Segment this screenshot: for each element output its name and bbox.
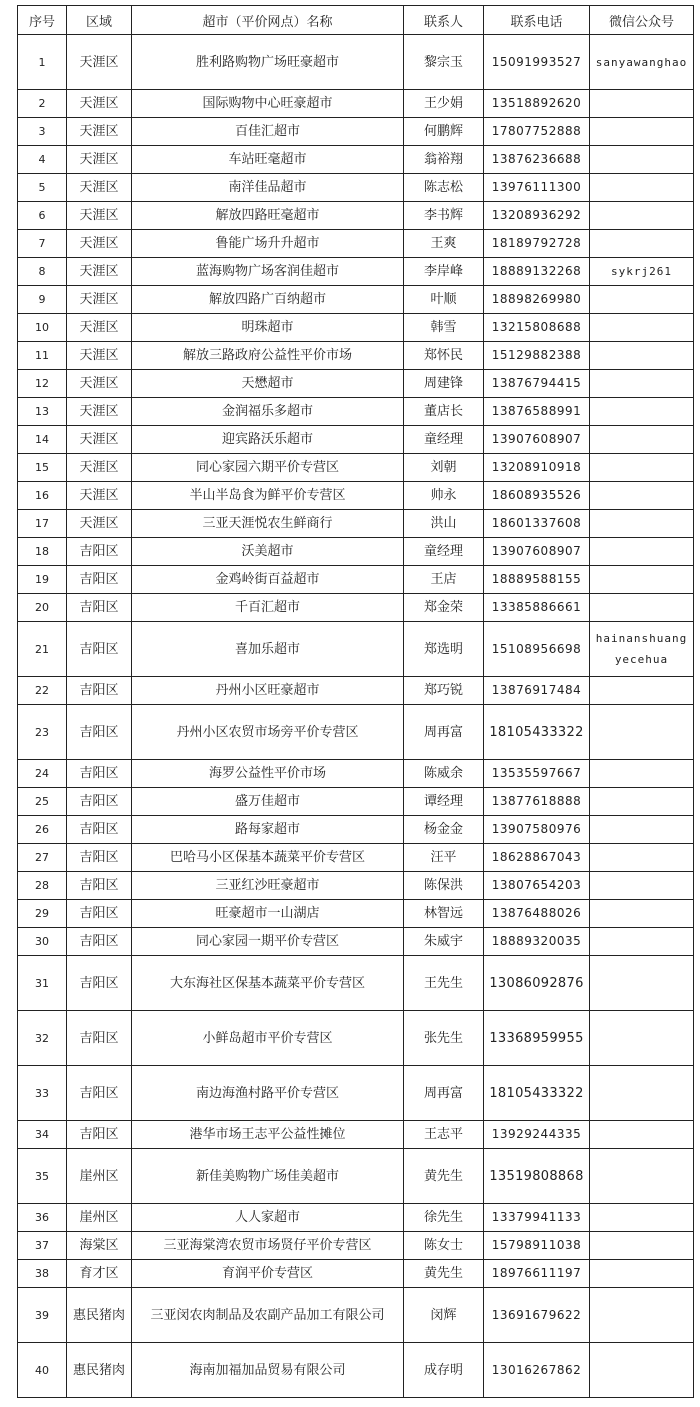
phone-cell: 17807752888 — [484, 118, 590, 146]
wechat-account-cell — [590, 788, 694, 816]
wechat-account-cell — [590, 426, 694, 454]
table-row — [18, 705, 694, 760]
contact-person-cell: 童经理 — [404, 426, 484, 454]
table-row — [18, 1204, 694, 1232]
region-cell: 吉阳区 — [67, 928, 132, 956]
store-name-cell: 育润平价专营区 — [132, 1260, 404, 1288]
phone-cell: 13215808688 — [484, 314, 590, 342]
row-number: 16 — [18, 482, 67, 510]
phone-cell: 18105433322 — [484, 705, 590, 760]
row-number: 7 — [18, 230, 67, 258]
phone-cell: 13368959955 — [484, 1011, 590, 1066]
table-row — [18, 760, 694, 788]
region-cell: 吉阳区 — [67, 816, 132, 844]
contact-person-cell: 李书辉 — [404, 202, 484, 230]
row-number: 10 — [18, 314, 67, 342]
store-name-cell: 小鲜岛超市平价专营区 — [132, 1011, 404, 1066]
wechat-account-cell — [590, 118, 694, 146]
phone-cell: 13208910918 — [484, 454, 590, 482]
row-number: 26 — [18, 816, 67, 844]
region-cell: 吉阳区 — [67, 1121, 132, 1149]
store-name-cell: 沃美超市 — [132, 538, 404, 566]
contact-person-cell: 张先生 — [404, 1011, 484, 1066]
wechat-account-cell — [590, 1204, 694, 1232]
region-cell: 天涯区 — [67, 314, 132, 342]
phone-cell: 13876588991 — [484, 398, 590, 426]
region-cell: 崖州区 — [67, 1204, 132, 1232]
table-row — [18, 872, 694, 900]
store-name-cell: 大东海社区保基本蔬菜平价专营区 — [132, 956, 404, 1011]
contact-person-cell: 陈威余 — [404, 760, 484, 788]
row-number: 21 — [18, 622, 67, 677]
region-cell: 育才区 — [67, 1260, 132, 1288]
row-number: 34 — [18, 1121, 67, 1149]
header-cell: 联系电话 — [484, 6, 590, 35]
wechat-account-cell — [590, 482, 694, 510]
phone-cell: 18889132268 — [484, 258, 590, 286]
wechat-account-cell — [590, 230, 694, 258]
table-row — [18, 258, 694, 286]
table-row — [18, 816, 694, 844]
store-name-cell: 千百汇超市 — [132, 594, 404, 622]
row-number: 20 — [18, 594, 67, 622]
store-name-cell: 天懋超市 — [132, 370, 404, 398]
contact-person-cell: 翁裕翔 — [404, 146, 484, 174]
row-number: 4 — [18, 146, 67, 174]
wechat-account-cell — [590, 872, 694, 900]
table-row — [18, 1066, 694, 1121]
store-name-cell: 明珠超市 — [132, 314, 404, 342]
region-cell: 天涯区 — [67, 230, 132, 258]
region-cell: 吉阳区 — [67, 1066, 132, 1121]
phone-cell: 13086092876 — [484, 956, 590, 1011]
row-number: 17 — [18, 510, 67, 538]
phone-cell: 15129882388 — [484, 342, 590, 370]
store-name-cell: 三亚海棠湾农贸市场贤仔平价专营区 — [132, 1232, 404, 1260]
store-name-cell: 港华市场王志平公益性摊位 — [132, 1121, 404, 1149]
table-row — [18, 398, 694, 426]
contact-person-cell: 王爽 — [404, 230, 484, 258]
store-name-cell: 胜利路购物广场旺豪超市 — [132, 35, 404, 90]
wechat-account-cell — [590, 174, 694, 202]
region-cell: 天涯区 — [67, 35, 132, 90]
table-row — [18, 370, 694, 398]
contact-person-cell: 童经理 — [404, 538, 484, 566]
header-cell: 区域 — [67, 6, 132, 35]
row-number: 30 — [18, 928, 67, 956]
contact-person-cell: 陈保洪 — [404, 872, 484, 900]
row-number: 12 — [18, 370, 67, 398]
region-cell: 吉阳区 — [67, 705, 132, 760]
table-row — [18, 1149, 694, 1204]
wechat-account-cell — [590, 1288, 694, 1343]
store-name-cell: 海罗公益性平价市场 — [132, 760, 404, 788]
table-row — [18, 594, 694, 622]
row-number: 32 — [18, 1011, 67, 1066]
wechat-account-cell — [590, 928, 694, 956]
table-row — [18, 900, 694, 928]
region-cell: 吉阳区 — [67, 760, 132, 788]
table-row — [18, 230, 694, 258]
phone-cell: 13876794415 — [484, 370, 590, 398]
row-number: 37 — [18, 1232, 67, 1260]
phone-cell: 13518892620 — [484, 90, 590, 118]
wechat-account-cell — [590, 286, 694, 314]
phone-cell: 13691679622 — [484, 1288, 590, 1343]
phone-cell: 15108956698 — [484, 622, 590, 677]
table-body — [18, 35, 694, 1398]
phone-cell: 18601337608 — [484, 510, 590, 538]
wechat-account-cell — [590, 342, 694, 370]
phone-cell: 18889320035 — [484, 928, 590, 956]
wechat-account-cell — [590, 594, 694, 622]
contact-person-cell: 帅永 — [404, 482, 484, 510]
region-cell: 天涯区 — [67, 426, 132, 454]
table-row — [18, 510, 694, 538]
contact-person-cell: 王志平 — [404, 1121, 484, 1149]
store-name-cell: 鲁能广场升升超市 — [132, 230, 404, 258]
wechat-account-cell — [590, 566, 694, 594]
row-number: 33 — [18, 1066, 67, 1121]
phone-cell: 13976111300 — [484, 174, 590, 202]
phone-cell: 13876488026 — [484, 900, 590, 928]
row-number: 1 — [18, 35, 67, 90]
contact-person-cell: 黄先生 — [404, 1149, 484, 1204]
wechat-account-cell — [590, 454, 694, 482]
region-cell: 吉阳区 — [67, 788, 132, 816]
store-name-cell: 车站旺毫超市 — [132, 146, 404, 174]
wechat-account-cell — [590, 1066, 694, 1121]
row-number: 27 — [18, 844, 67, 872]
contact-person-cell: 洪山 — [404, 510, 484, 538]
table-row — [18, 844, 694, 872]
table-row — [18, 677, 694, 705]
row-number: 13 — [18, 398, 67, 426]
region-cell: 天涯区 — [67, 286, 132, 314]
row-number: 31 — [18, 956, 67, 1011]
region-cell: 吉阳区 — [67, 1011, 132, 1066]
wechat-account-cell: hainanshuangyecehua — [590, 622, 694, 677]
table-row — [18, 1288, 694, 1343]
phone-cell: 15798911038 — [484, 1232, 590, 1260]
wechat-account-cell — [590, 705, 694, 760]
wechat-account-cell — [590, 538, 694, 566]
region-cell: 天涯区 — [67, 398, 132, 426]
region-cell: 惠民猪肉 — [67, 1288, 132, 1343]
phone-cell: 13929244335 — [484, 1121, 590, 1149]
table-row — [18, 1343, 694, 1398]
table-row — [18, 314, 694, 342]
phone-cell: 13208936292 — [484, 202, 590, 230]
contact-person-cell: 谭经理 — [404, 788, 484, 816]
wechat-account-cell: sykrj261 — [590, 258, 694, 286]
wechat-account-cell — [590, 398, 694, 426]
region-cell: 天涯区 — [67, 258, 132, 286]
store-name-cell: 金润福乐多超市 — [132, 398, 404, 426]
store-name-cell: 解放四路广百纳超市 — [132, 286, 404, 314]
phone-cell: 13907608907 — [484, 538, 590, 566]
contact-person-cell: 王先生 — [404, 956, 484, 1011]
phone-cell: 13807654203 — [484, 872, 590, 900]
contact-person-cell: 王店 — [404, 566, 484, 594]
wechat-account-cell: sanyawanghao — [590, 35, 694, 90]
store-name-cell: 新佳美购物广场佳美超市 — [132, 1149, 404, 1204]
contact-person-cell: 李岸峰 — [404, 258, 484, 286]
wechat-account-cell — [590, 90, 694, 118]
store-name-cell: 巴哈马小区保基本蔬菜平价专营区 — [132, 844, 404, 872]
store-name-cell: 喜加乐超市 — [132, 622, 404, 677]
wechat-account-cell — [590, 816, 694, 844]
wechat-account-cell — [590, 1343, 694, 1398]
header-cell: 序号 — [18, 6, 67, 35]
contact-person-cell: 林智远 — [404, 900, 484, 928]
table-row — [18, 118, 694, 146]
store-name-cell: 蓝海购物广场客润佳超市 — [132, 258, 404, 286]
phone-cell: 15091993527 — [484, 35, 590, 90]
table-row — [18, 1232, 694, 1260]
contact-person-cell: 杨金金 — [404, 816, 484, 844]
wechat-account-cell — [590, 1011, 694, 1066]
store-name-cell: 百佳汇超市 — [132, 118, 404, 146]
region-cell: 天涯区 — [67, 202, 132, 230]
table-row — [18, 146, 694, 174]
store-name-cell: 盛万佳超市 — [132, 788, 404, 816]
header-cell: 联系人 — [404, 6, 484, 35]
row-number: 6 — [18, 202, 67, 230]
contact-person-cell: 陈志松 — [404, 174, 484, 202]
table-row — [18, 426, 694, 454]
wechat-account-cell — [590, 760, 694, 788]
header-cell: 超市（平价网点）名称 — [132, 6, 404, 35]
store-name-cell: 海南加福加品贸易有限公司 — [132, 1343, 404, 1398]
phone-cell: 13907608907 — [484, 426, 590, 454]
phone-cell: 13535597667 — [484, 760, 590, 788]
supermarket-table — [17, 5, 694, 1398]
row-number: 36 — [18, 1204, 67, 1232]
region-cell: 天涯区 — [67, 118, 132, 146]
region-cell: 吉阳区 — [67, 677, 132, 705]
row-number: 38 — [18, 1260, 67, 1288]
store-name-cell: 迎宾路沃乐超市 — [132, 426, 404, 454]
store-name-cell: 金鸡岭街百益超市 — [132, 566, 404, 594]
region-cell: 吉阳区 — [67, 566, 132, 594]
store-name-cell: 丹州小区农贸市场旁平价专营区 — [132, 705, 404, 760]
wechat-account-cell — [590, 202, 694, 230]
row-number: 22 — [18, 677, 67, 705]
row-number: 28 — [18, 872, 67, 900]
region-cell: 天涯区 — [67, 174, 132, 202]
region-cell: 天涯区 — [67, 510, 132, 538]
store-name-cell: 三亚天涯悦农生鲜商行 — [132, 510, 404, 538]
phone-cell: 13907580976 — [484, 816, 590, 844]
contact-person-cell: 郑金荣 — [404, 594, 484, 622]
row-number: 9 — [18, 286, 67, 314]
row-number: 5 — [18, 174, 67, 202]
table-row — [18, 90, 694, 118]
contact-person-cell: 郑巧锐 — [404, 677, 484, 705]
contact-person-cell: 闵辉 — [404, 1288, 484, 1343]
phone-cell: 13876236688 — [484, 146, 590, 174]
region-cell: 惠民猪肉 — [67, 1343, 132, 1398]
store-name-cell: 南边海渔村路平价专营区 — [132, 1066, 404, 1121]
row-number: 35 — [18, 1149, 67, 1204]
store-name-cell: 人人家超市 — [132, 1204, 404, 1232]
row-number: 19 — [18, 566, 67, 594]
contact-person-cell: 韩雪 — [404, 314, 484, 342]
region-cell: 天涯区 — [67, 342, 132, 370]
contact-person-cell: 叶顺 — [404, 286, 484, 314]
table-row — [18, 174, 694, 202]
row-number: 23 — [18, 705, 67, 760]
table-row — [18, 342, 694, 370]
phone-cell: 18976611197 — [484, 1260, 590, 1288]
contact-person-cell: 汪平 — [404, 844, 484, 872]
store-name-cell: 半山半岛食为鲜平价专营区 — [132, 482, 404, 510]
table-row — [18, 788, 694, 816]
contact-person-cell: 刘朝 — [404, 454, 484, 482]
region-cell: 天涯区 — [67, 454, 132, 482]
contact-person-cell: 周再富 — [404, 1066, 484, 1121]
contact-person-cell: 周建锋 — [404, 370, 484, 398]
wechat-account-cell — [590, 510, 694, 538]
row-number: 25 — [18, 788, 67, 816]
row-number: 3 — [18, 118, 67, 146]
region-cell: 吉阳区 — [67, 844, 132, 872]
phone-cell: 13876917484 — [484, 677, 590, 705]
region-cell: 吉阳区 — [67, 956, 132, 1011]
phone-cell: 18608935526 — [484, 482, 590, 510]
table-row — [18, 538, 694, 566]
table-row — [18, 35, 694, 90]
region-cell: 吉阳区 — [67, 538, 132, 566]
contact-person-cell: 郑怀民 — [404, 342, 484, 370]
region-cell: 吉阳区 — [67, 594, 132, 622]
store-name-cell: 国际购物中心旺豪超市 — [132, 90, 404, 118]
region-cell: 天涯区 — [67, 482, 132, 510]
wechat-account-cell — [590, 314, 694, 342]
region-cell: 崖州区 — [67, 1149, 132, 1204]
row-number: 11 — [18, 342, 67, 370]
row-number: 8 — [18, 258, 67, 286]
phone-cell: 18898269980 — [484, 286, 590, 314]
wechat-account-cell — [590, 956, 694, 1011]
phone-cell: 13385886661 — [484, 594, 590, 622]
table-header — [18, 6, 694, 35]
row-number: 40 — [18, 1343, 67, 1398]
phone-cell: 13519808868 — [484, 1149, 590, 1204]
phone-cell: 18189792728 — [484, 230, 590, 258]
row-number: 29 — [18, 900, 67, 928]
store-name-cell: 旺豪超市一山湖店 — [132, 900, 404, 928]
table-row — [18, 1121, 694, 1149]
table-row — [18, 202, 694, 230]
contact-person-cell: 何鹏辉 — [404, 118, 484, 146]
phone-cell: 13016267862 — [484, 1343, 590, 1398]
wechat-account-cell — [590, 1149, 694, 1204]
wechat-account-cell — [590, 900, 694, 928]
store-name-cell: 解放三路政府公益性平价市场 — [132, 342, 404, 370]
contact-person-cell: 郑选明 — [404, 622, 484, 677]
contact-person-cell: 周再富 — [404, 705, 484, 760]
contact-person-cell: 成存明 — [404, 1343, 484, 1398]
store-name-cell: 解放四路旺毫超市 — [132, 202, 404, 230]
wechat-account-cell — [590, 1260, 694, 1288]
table-row — [18, 482, 694, 510]
store-name-cell: 三亚闵农肉制品及农副产品加工有限公司 — [132, 1288, 404, 1343]
store-name-cell: 丹州小区旺豪超市 — [132, 677, 404, 705]
contact-person-cell: 徐先生 — [404, 1204, 484, 1232]
header-row — [18, 6, 694, 35]
row-number: 15 — [18, 454, 67, 482]
wechat-account-cell — [590, 1232, 694, 1260]
phone-cell: 13379941133 — [484, 1204, 590, 1232]
store-name-cell: 南洋佳品超市 — [132, 174, 404, 202]
contact-person-cell: 黄先生 — [404, 1260, 484, 1288]
store-name-cell: 路每家超市 — [132, 816, 404, 844]
region-cell: 吉阳区 — [67, 900, 132, 928]
table-row — [18, 622, 694, 677]
store-name-cell: 三亚红沙旺豪超市 — [132, 872, 404, 900]
row-number: 39 — [18, 1288, 67, 1343]
table-row — [18, 1011, 694, 1066]
phone-cell: 18889588155 — [484, 566, 590, 594]
header-cell: 微信公众号 — [590, 6, 694, 35]
phone-cell: 18105433322 — [484, 1066, 590, 1121]
region-cell: 天涯区 — [67, 370, 132, 398]
wechat-account-cell — [590, 1121, 694, 1149]
region-cell: 吉阳区 — [67, 872, 132, 900]
table-row — [18, 566, 694, 594]
phone-cell: 18628867043 — [484, 844, 590, 872]
row-number: 18 — [18, 538, 67, 566]
region-cell: 天涯区 — [67, 146, 132, 174]
table-row — [18, 956, 694, 1011]
store-name-cell: 同心家园六期平价专营区 — [132, 454, 404, 482]
table-row — [18, 928, 694, 956]
row-number: 24 — [18, 760, 67, 788]
phone-cell: 13877618888 — [484, 788, 590, 816]
contact-person-cell: 朱威宇 — [404, 928, 484, 956]
store-name-cell: 同心家园一期平价专营区 — [132, 928, 404, 956]
contact-person-cell: 黎宗玉 — [404, 35, 484, 90]
table-row — [18, 1260, 694, 1288]
region-cell: 天涯区 — [67, 90, 132, 118]
region-cell: 吉阳区 — [67, 622, 132, 677]
contact-person-cell: 董店长 — [404, 398, 484, 426]
wechat-account-cell — [590, 844, 694, 872]
contact-person-cell: 陈女士 — [404, 1232, 484, 1260]
contact-person-cell: 王少娟 — [404, 90, 484, 118]
table-row — [18, 286, 694, 314]
row-number: 14 — [18, 426, 67, 454]
wechat-account-cell — [590, 370, 694, 398]
table-row — [18, 454, 694, 482]
wechat-account-cell — [590, 146, 694, 174]
wechat-account-cell — [590, 677, 694, 705]
region-cell: 海棠区 — [67, 1232, 132, 1260]
row-number: 2 — [18, 90, 67, 118]
